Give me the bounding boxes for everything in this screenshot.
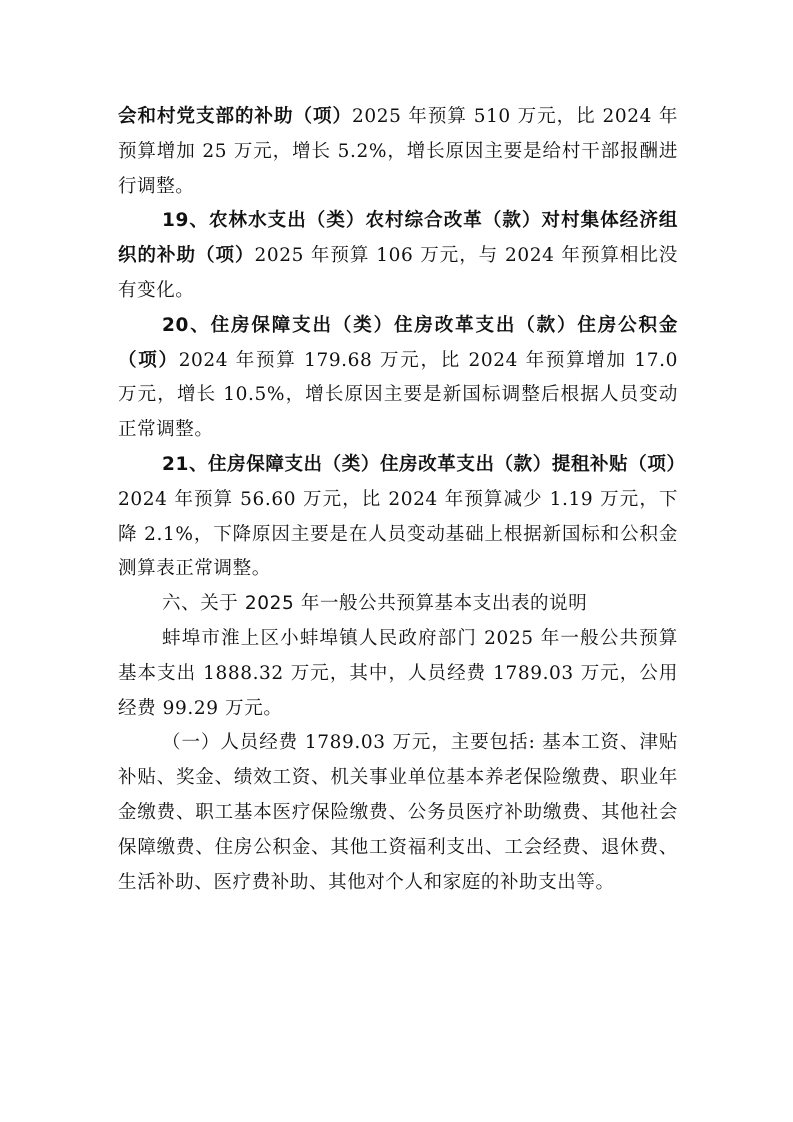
document-body <box>118 100 686 900</box>
paragraph-village-party-subsidy <box>118 100 678 204</box>
item-text: 2025 年预算 106 万元，与 2024 年预算相比没有变化。 <box>118 245 679 301</box>
paragraph-basic-expenditure-summary: 蚌埠市淮上区小蚌埠镇人民政府部门 2025 年一般公共预算基本支出 1888.32 万元，其中，人员经费 1789.03 万元，公用经费 99.29 万元。 <box>118 627 678 719</box>
item-title: 19、农林水支出（类）农村综合改革（款）对村集体经济组织的补助（项） <box>118 210 678 267</box>
item-title: 21、住房保障支出（类）住房改革支出（款）提租补贴（项） <box>162 453 686 475</box>
item-title: 会和村党支部的补助（项） <box>118 106 352 127</box>
item-text: 2024 年预算 179.68 万元，比 2024 年预算增加 17.0 万元，增长 10.5%，增长原因主要是新国标调整后根据人员变动正常调整。 <box>118 349 678 441</box>
paragraph-item-20 <box>118 309 678 448</box>
section-heading: 六、关于 2025 年一般公共预算基本支出表的说明 <box>162 593 588 615</box>
item-text: 2024 年预算 56.60 万元，比 2024 年预算减少 1.19 万元，下降 2.1%，下降原因主要是在人员变动基础上根据新国标和公积金测算表正常调整。 <box>118 488 678 580</box>
paragraph-item-19 <box>118 204 678 308</box>
paragraph-item-21 <box>118 448 686 587</box>
paragraph-personnel-expenses: （一）人员经费 1789.03 万元，主要包括: 基本工资、津贴补贴、奖金、绩效工资、机关事业单位基本养老保险缴费、职业年金缴费、职工基本医疗保险缴费、公务员医疗补助缴费、其他社会保障缴费、住房公积金、其他工资福利支出、工会经费、退休费、生活补助、医疗费补助、其他对个人和家庭的补助支出等。 <box>118 732 678 893</box>
item-title: 20、住房保障支出（类）住房改革支出（款）住房公积金（项） <box>118 314 678 371</box>
item-text: 2025 年预算 510 万元，比 2024 年预算增加 25 万元，增长 5.2%，增长原因主要是给村干部报酬进行调整。 <box>118 106 679 197</box>
